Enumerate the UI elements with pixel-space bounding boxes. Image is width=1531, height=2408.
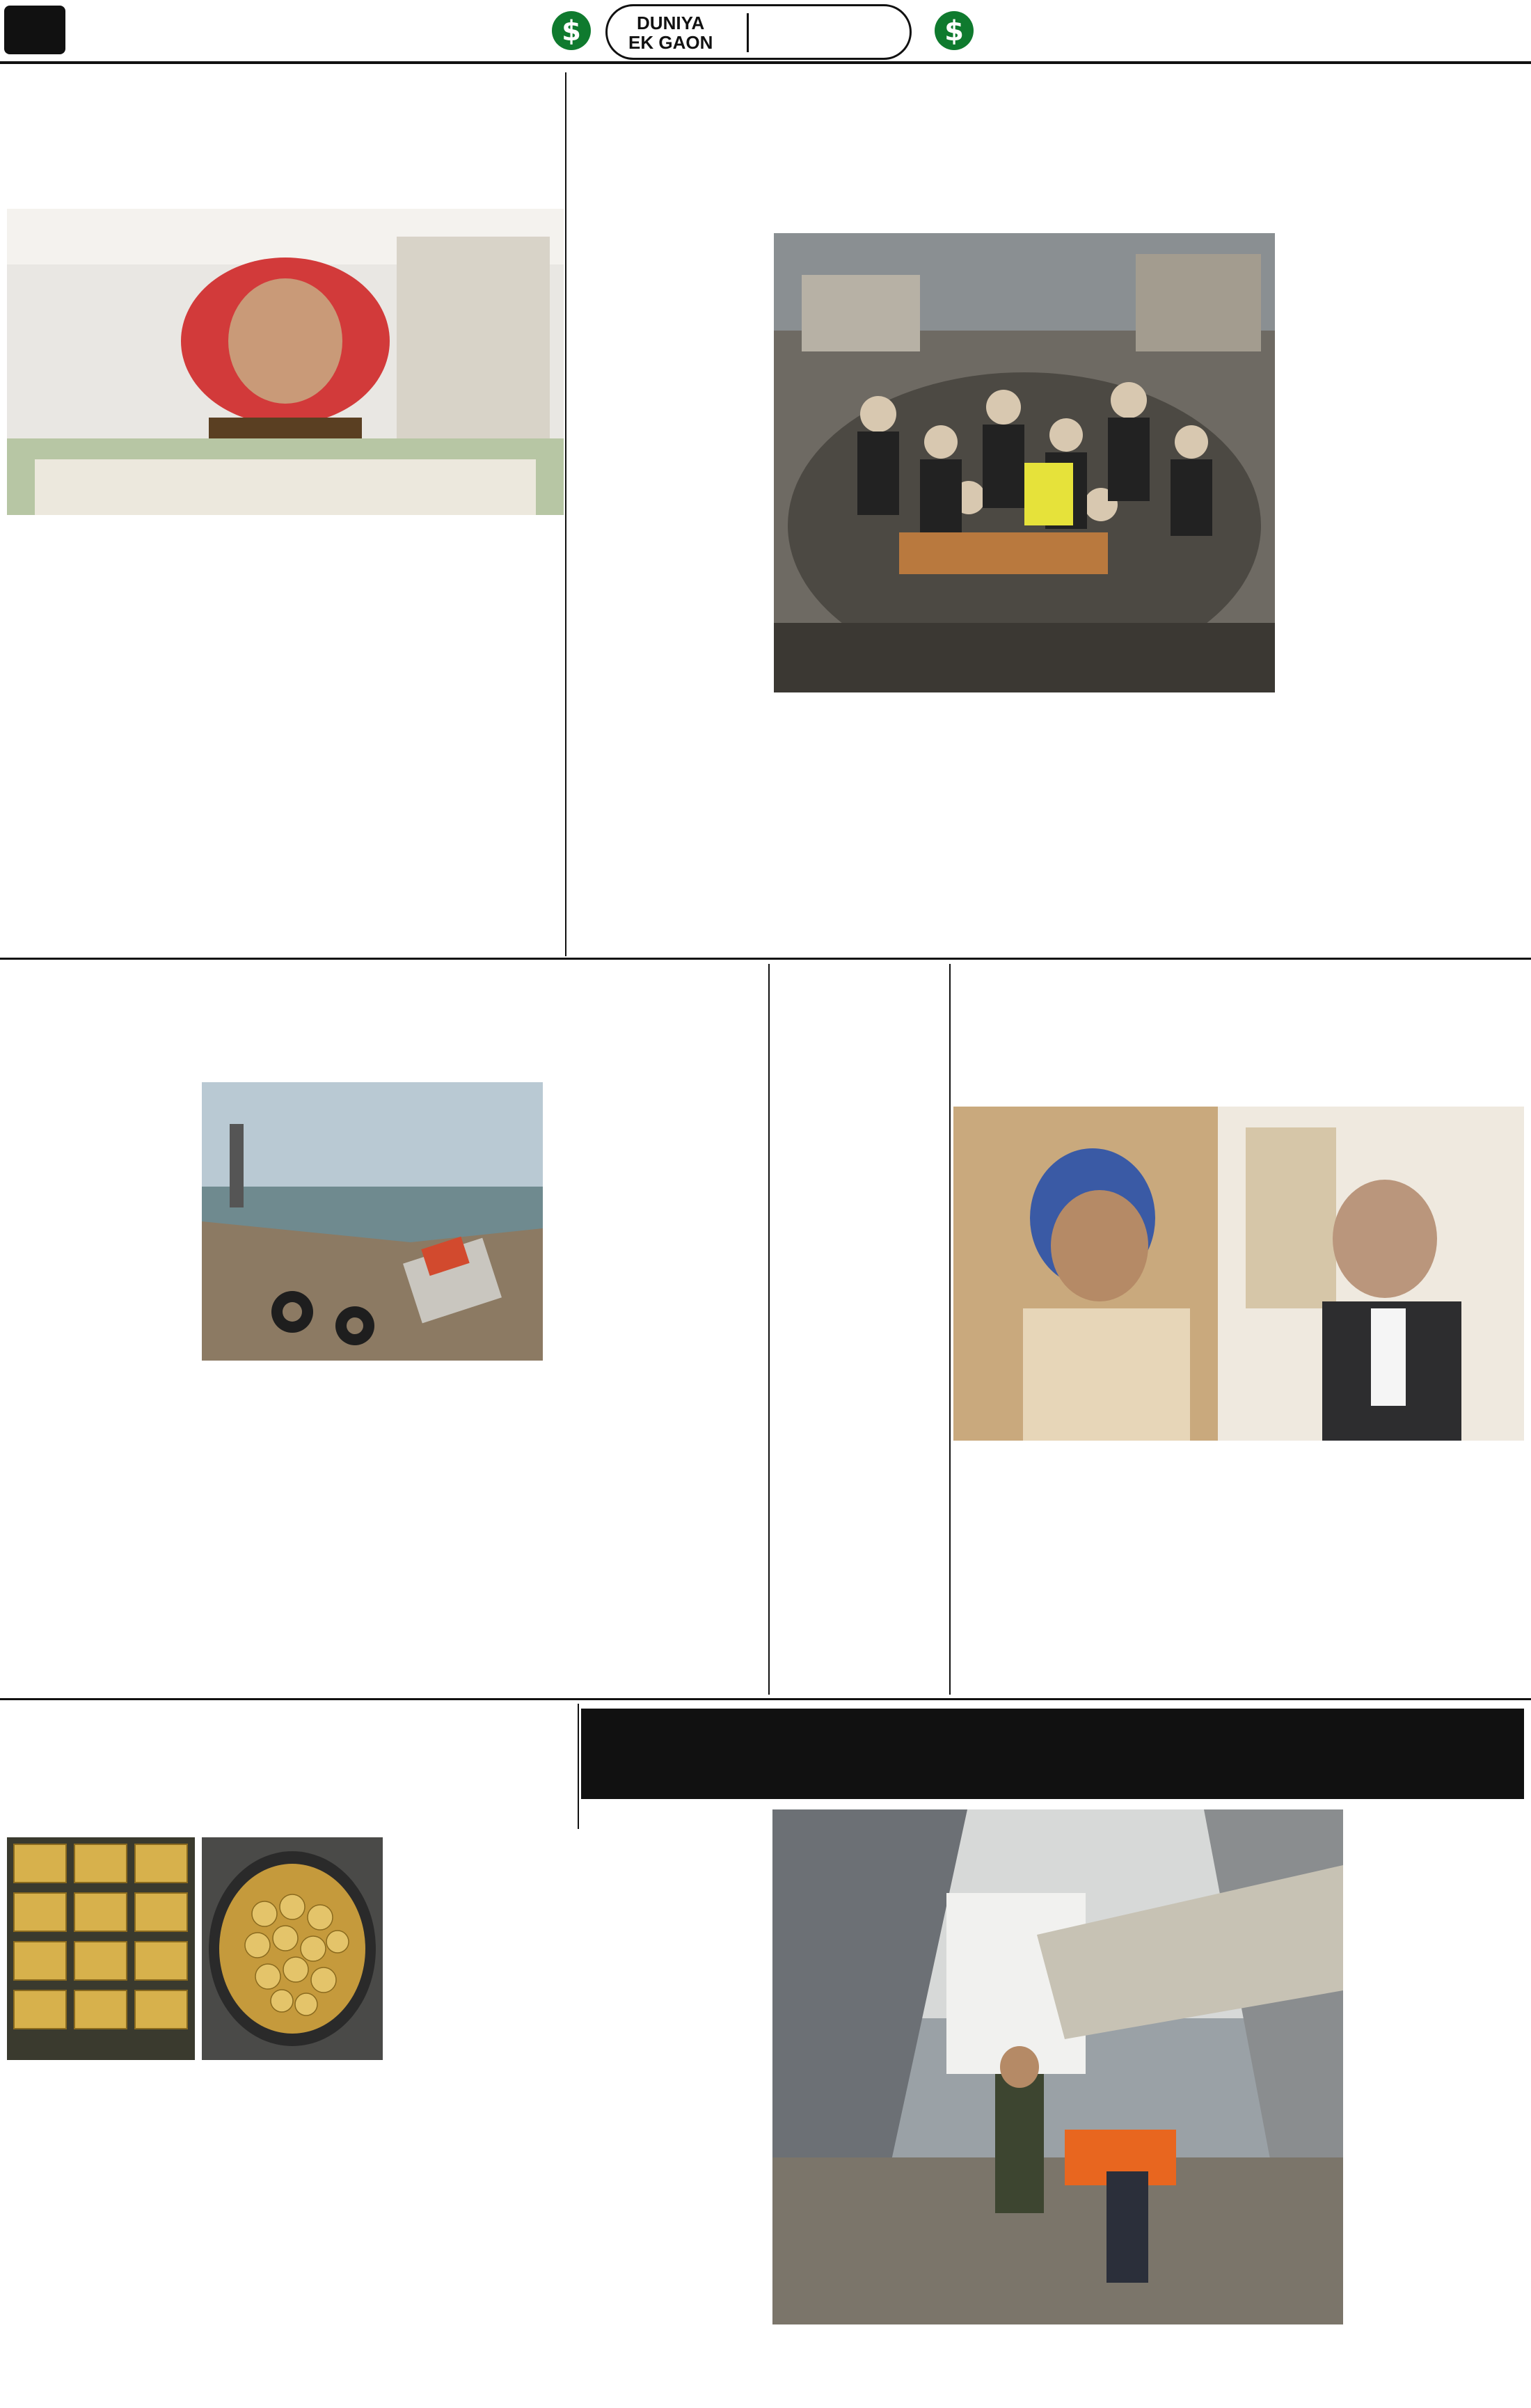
dollar-icon bbox=[933, 6, 976, 56]
yemen-body-center bbox=[202, 1368, 543, 1691]
gold-coins-photo bbox=[202, 1837, 383, 2060]
dollar-icon bbox=[550, 6, 593, 56]
iran-usa-body bbox=[772, 1086, 946, 1691]
iran-oman-ministers-photo bbox=[953, 1107, 1524, 1441]
indonesia-rescue-photo bbox=[772, 1809, 1343, 2324]
svg-text:$: $ bbox=[944, 15, 964, 47]
yemen-body-left bbox=[7, 1082, 195, 1691]
column-divider bbox=[565, 72, 566, 956]
lebanon-body-col1 bbox=[1284, 237, 1524, 919]
section-latin: DUNIYA EK GAON bbox=[628, 13, 713, 53]
indonesia-headline bbox=[581, 1709, 1524, 1799]
iran-oman-body bbox=[953, 1448, 1524, 1691]
yemen-body-right bbox=[550, 1082, 762, 1691]
masthead-left bbox=[77, 6, 508, 33]
lebanon-body-bottom bbox=[774, 699, 1275, 919]
saudi-body bbox=[7, 522, 564, 953]
yemen-port-photo bbox=[202, 1082, 543, 1361]
saudi-king-photo bbox=[7, 209, 564, 515]
gold-bars-photo bbox=[7, 1837, 195, 2060]
gold-body-left bbox=[7, 2067, 383, 2408]
section-divider-1 bbox=[0, 958, 1531, 960]
section-divider-2 bbox=[0, 1698, 1531, 1700]
section-badge bbox=[605, 4, 912, 60]
indonesia-body-right bbox=[1350, 1809, 1524, 2408]
column-divider bbox=[578, 1704, 579, 1829]
section-divider bbox=[747, 13, 749, 52]
column-divider bbox=[949, 964, 951, 1695]
column-divider bbox=[768, 964, 770, 1695]
page-number bbox=[4, 6, 65, 54]
gold-body-right bbox=[390, 1837, 766, 2408]
lebanon-rescue-photo bbox=[774, 233, 1275, 692]
lebanon-body-col-left bbox=[571, 237, 767, 692]
svg-text:$: $ bbox=[562, 15, 581, 47]
masthead bbox=[0, 0, 1531, 64]
